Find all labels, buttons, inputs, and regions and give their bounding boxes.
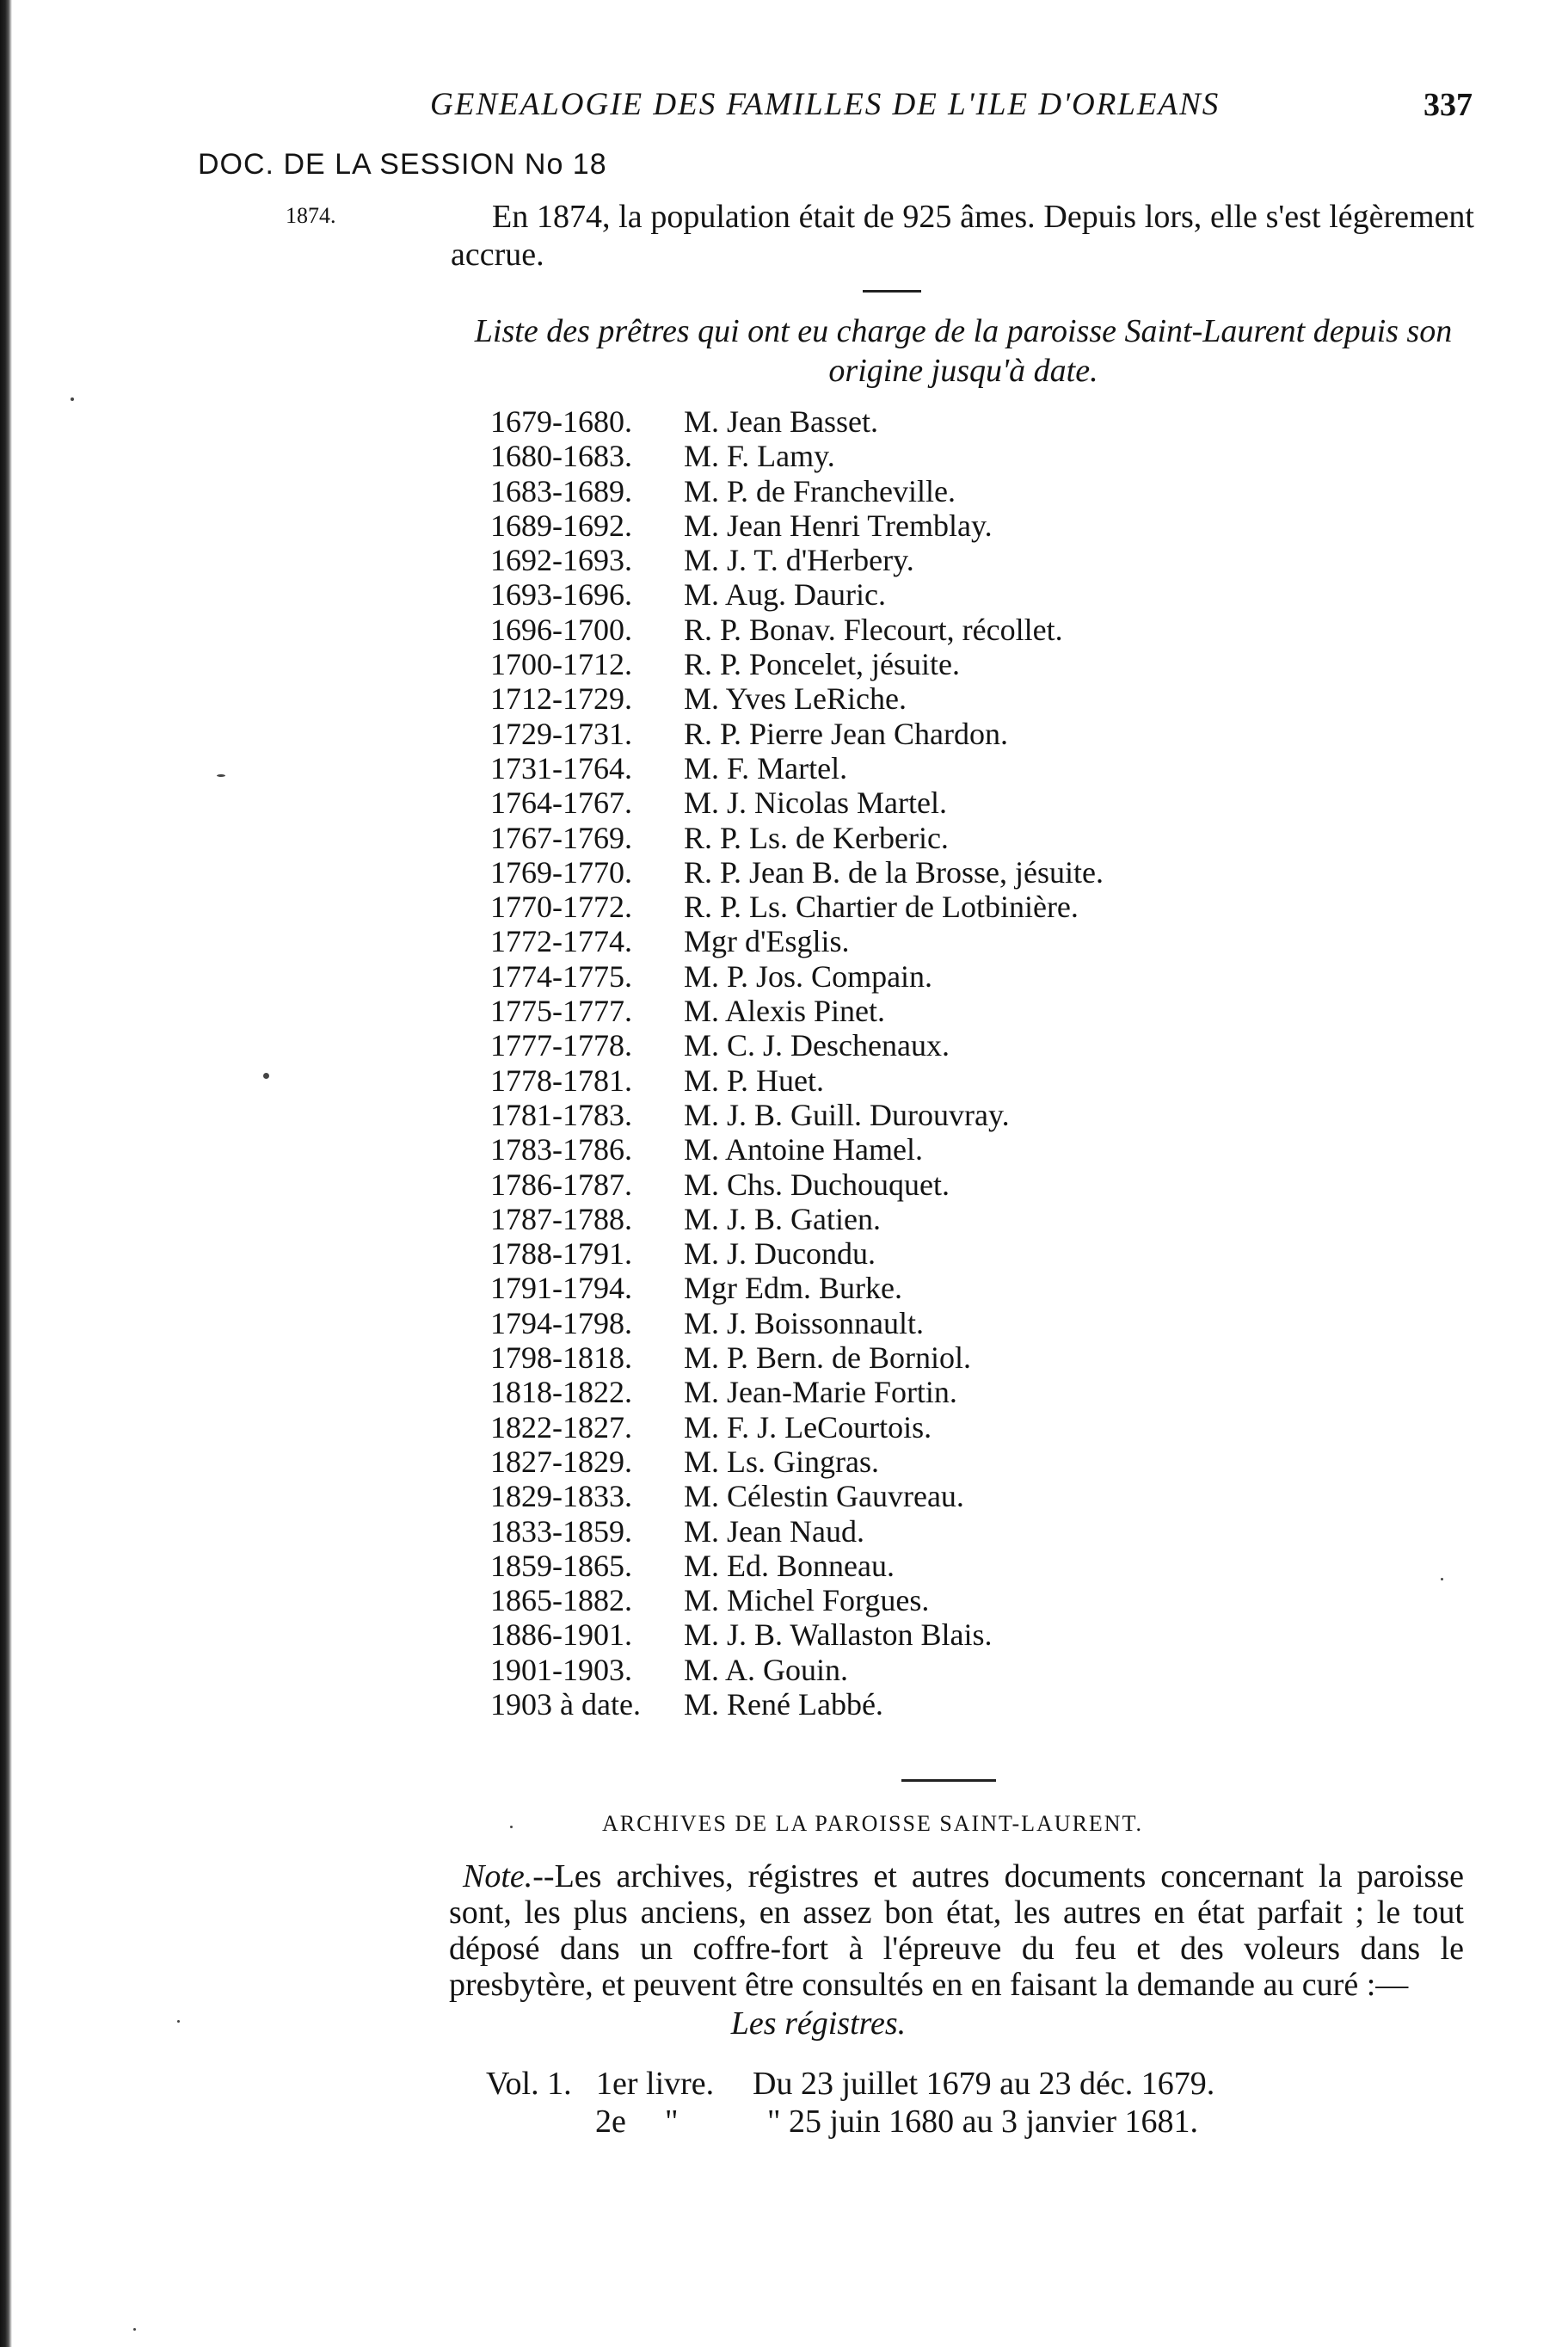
priest-row <box>490 1167 1350 1202</box>
priest-name: M. Jean Basset. <box>684 404 878 439</box>
scan-speck <box>263 1073 269 1079</box>
priest-dates: 1783-1786. <box>490 1132 632 1167</box>
priest-row <box>490 1410 1350 1445</box>
priest-row <box>490 751 1350 785</box>
volume-first-book: 1er livre. <box>596 2066 715 2102</box>
priest-dates: 1693-1696. <box>490 577 632 613</box>
volume-second-ditto: " <box>665 2104 679 2140</box>
priest-row <box>490 1028 1350 1063</box>
priest-dates: 1764-1767. <box>490 785 632 821</box>
priest-dates: 1798-1818. <box>490 1340 632 1376</box>
priest-dates: 1731-1764. <box>490 750 632 785</box>
priest-name: M. Yves LeRiche. <box>684 681 907 717</box>
priest-row <box>490 1098 1350 1132</box>
priest-dates: 1787-1788. <box>490 1201 632 1236</box>
priest-row <box>490 855 1350 890</box>
priest-dates: 1833-1859. <box>490 1513 632 1549</box>
priest-name: M. P. Jos. Compain. <box>684 958 933 994</box>
doc-session-label: DOC. DE LA SESSION No 18 <box>198 148 607 181</box>
priest-dates: 1767-1769. <box>490 820 632 855</box>
priest-name: M. F. Martel. <box>684 750 848 785</box>
priest-row <box>490 924 1350 958</box>
priest-row <box>490 785 1350 820</box>
priest-name: M. J. B. Guill. Durouvray. <box>684 1097 1010 1132</box>
priest-dates: 1822-1827. <box>490 1409 632 1445</box>
archives-heading: ARCHIVES DE LA PAROISSE SAINT-LAURENT. <box>602 1811 1144 1836</box>
priest-row <box>490 959 1350 994</box>
priest-name: M. Jean Henri Tremblay. <box>684 508 993 543</box>
priest-row <box>490 1306 1350 1340</box>
section-rule <box>901 1779 996 1782</box>
priest-dates: 1679-1680. <box>490 404 632 439</box>
archives-note <box>449 1858 1464 2003</box>
priest-row <box>490 1687 1350 1722</box>
priest-name: R. P. Poncelet, jésuite. <box>684 647 960 682</box>
margin-year: 1874. <box>286 203 336 228</box>
priest-dates: 1729-1731. <box>490 716 632 751</box>
priest-row <box>490 890 1350 924</box>
priest-name: M. Ls. Gingras. <box>684 1444 879 1479</box>
priest-dates: 1777-1778. <box>490 1028 632 1063</box>
priest-name: R. P. Bonav. Flecourt, récollet. <box>684 612 1063 647</box>
priest-dates: 1865-1882. <box>490 1583 632 1618</box>
priest-row <box>490 717 1350 751</box>
priest-dates: 1827-1829. <box>490 1444 632 1479</box>
priest-dates: 1696-1700. <box>490 612 632 647</box>
priest-row <box>490 1445 1350 1479</box>
scan-speck <box>1441 1578 1443 1580</box>
priest-name: M. Célestin Gauvreau. <box>684 1479 964 1514</box>
priest-name: M. J. Ducondu. <box>684 1236 876 1272</box>
priest-name: R. P. Ls. Chartier de Lotbinière. <box>684 890 1079 925</box>
priest-dates: 1829-1833. <box>490 1479 632 1514</box>
priest-name: M. René Labbé. <box>684 1686 883 1722</box>
priest-row <box>490 1340 1350 1375</box>
priest-name: M. P. de Francheville. <box>684 473 956 508</box>
priest-dates: 1692-1693. <box>490 543 632 578</box>
priest-name: Mgr d'Esglis. <box>684 924 850 959</box>
priest-name: M. Jean Naud. <box>684 1513 864 1549</box>
running-title: GENEALOGIE DES FAMILLES DE L'ILE D'ORLEANS <box>430 87 1221 122</box>
scan-speck <box>133 2328 136 2331</box>
priest-dates: 1778-1781. <box>490 1063 632 1098</box>
intro-paragraph: En 1874, la population était de 925 âmes. Depuis lors, elle s'est légèrement accrue. <box>451 199 1474 273</box>
priest-name: R. P. Ls. de Kerberic. <box>684 820 949 855</box>
priest-name: M. Jean-Marie Fortin. <box>684 1375 957 1410</box>
priest-row <box>490 543 1350 577</box>
registres-title: Les régistres. <box>730 2005 907 2042</box>
priest-dates: 1700-1712. <box>490 647 632 682</box>
priest-row <box>490 439 1350 473</box>
priest-row <box>490 577 1350 612</box>
priest-row <box>490 1202 1350 1236</box>
priest-row <box>490 474 1350 508</box>
priest-row <box>490 821 1350 855</box>
priest-dates: 1786-1787. <box>490 1167 632 1202</box>
priest-dates: 1903 à date. <box>490 1686 641 1722</box>
priest-dates: 1683-1689. <box>490 473 632 508</box>
priest-name: M. Michel Forgues. <box>684 1583 930 1618</box>
priest-name: M. Chs. Duchouquet. <box>684 1167 950 1202</box>
priest-name: M. Alexis Pinet. <box>684 994 886 1029</box>
priest-name: M. J. B. Wallaston Blais. <box>684 1617 993 1653</box>
priest-dates: 1859-1865. <box>490 1548 632 1583</box>
scanned-page-edge <box>0 0 12 2347</box>
priest-name: R. P. Pierre Jean Chardon. <box>684 716 1008 751</box>
priest-dates: 1791-1794. <box>490 1271 632 1306</box>
priest-dates: 1886-1901. <box>490 1617 632 1653</box>
priest-row <box>490 508 1350 543</box>
priest-name: R. P. Jean B. de la Brosse, jésuite. <box>684 854 1104 890</box>
priest-dates: 1775-1777. <box>490 994 632 1029</box>
scan-speck <box>217 774 225 777</box>
priest-name: M. J. Boissonnault. <box>684 1305 925 1340</box>
priest-row <box>490 404 1350 439</box>
volume-first-range: Du 23 juillet 1679 au 23 déc. 1679. <box>753 2066 1215 2102</box>
priest-row <box>490 1583 1350 1617</box>
priest-name: M. A. Gouin. <box>684 1652 849 1687</box>
priest-dates: 1772-1774. <box>490 924 632 959</box>
priest-dates: 1689-1692. <box>490 508 632 543</box>
priest-dates: 1781-1783. <box>490 1097 632 1132</box>
priest-name: Mgr Edm. Burke. <box>684 1271 902 1306</box>
priest-row <box>490 681 1350 716</box>
priest-name: M. C. J. Deschenaux. <box>684 1028 950 1063</box>
priest-row <box>490 1375 1350 1409</box>
priest-name: M. Antoine Hamel. <box>684 1132 923 1167</box>
priest-dates: 1770-1772. <box>490 890 632 925</box>
priest-row <box>490 1271 1350 1305</box>
priest-dates: 1788-1791. <box>490 1236 632 1272</box>
section-rule <box>863 290 921 293</box>
note-label: Note. <box>463 1858 533 1894</box>
priest-row <box>490 1236 1350 1271</box>
priest-row <box>490 1549 1350 1583</box>
priest-dates: 1680-1683. <box>490 439 632 474</box>
priest-row <box>490 1514 1350 1549</box>
priest-row <box>490 994 1350 1028</box>
priest-name: M. J. B. Gatien. <box>684 1201 881 1236</box>
priest-name: M. F. J. LeCourtois. <box>684 1409 932 1445</box>
scan-speck <box>510 1826 513 1828</box>
priest-row <box>490 1617 1350 1652</box>
page-number: 337 <box>1423 87 1473 123</box>
priest-row <box>490 1132 1350 1167</box>
priest-row <box>490 613 1350 647</box>
priest-dates: 1818-1822. <box>490 1375 632 1410</box>
volume-label: Vol. 1. <box>486 2066 572 2102</box>
priest-row <box>490 1479 1350 1513</box>
priest-name: M. J. T. d'Herbery. <box>684 543 914 578</box>
priest-dates: 1774-1775. <box>490 958 632 994</box>
priest-name: M. Aug. Dauric. <box>684 577 886 613</box>
volume-second-book: 2e <box>595 2104 626 2140</box>
priest-dates: 1769-1770. <box>490 854 632 890</box>
priest-dates: 1794-1798. <box>490 1305 632 1340</box>
priest-list <box>490 404 1350 1722</box>
priest-row <box>490 1063 1350 1098</box>
priest-name: M. Ed. Bonneau. <box>684 1548 895 1583</box>
priest-name: M. P. Huet. <box>684 1063 825 1098</box>
priest-name: M. P. Bern. de Borniol. <box>684 1340 972 1376</box>
priest-row <box>490 647 1350 681</box>
priest-name: M. F. Lamy. <box>684 439 835 474</box>
priest-dates: 1901-1903. <box>490 1652 632 1687</box>
priest-row <box>490 1653 1350 1687</box>
priest-name: M. J. Nicolas Martel. <box>684 785 947 821</box>
priest-list-title: Liste des prêtres qui ont eu charge de la paroisse Saint-Laurent depuis son origine jusqu'à date. <box>474 313 1453 389</box>
volume-second-range: " 25 juin 1680 au 3 janvier 1681. <box>767 2104 1198 2140</box>
note-text: --Les archives, régistres et autres documents concernant la paroisse sont, les plus anciens, en assez bon état, les autres en état parfait ; le tout déposé dans un coffre-fort à l'épreuve du feu et des voleurs dans le presbytère, et peuvent être consultés en en faisant la demande au curé :— <box>449 1858 1464 2003</box>
scan-speck <box>71 397 74 401</box>
priest-dates: 1712-1729. <box>490 681 632 717</box>
